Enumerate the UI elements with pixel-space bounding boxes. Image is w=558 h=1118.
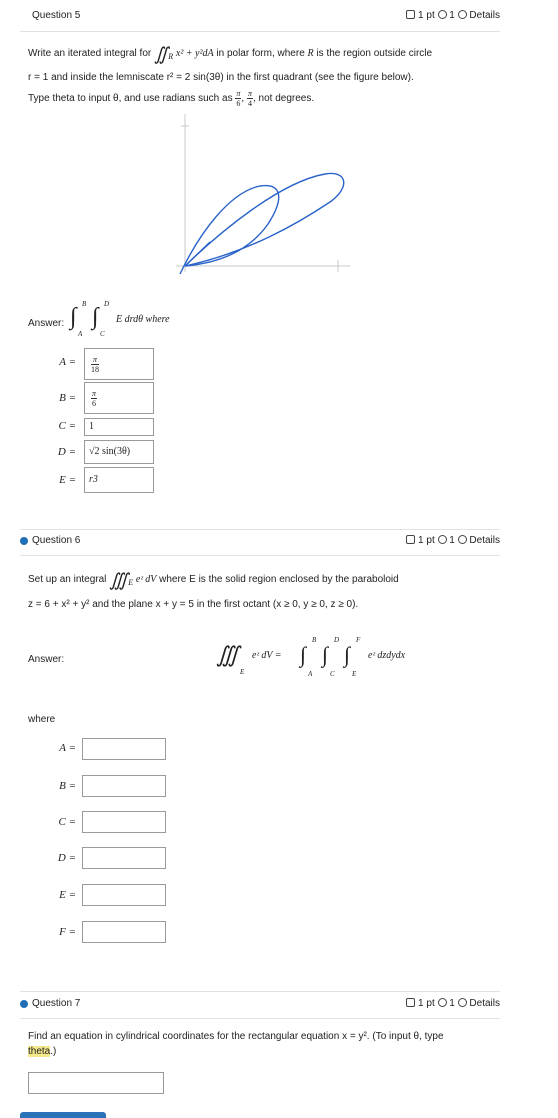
region-symbol: R xyxy=(307,48,314,59)
limit-A: A xyxy=(308,670,313,678)
triple-integral-sign: ∭ xyxy=(109,570,129,590)
q5-prompt-line2: r = 1 and inside the lemniscate r² = 2 sin(3θ) in the first quadrant (see the figure below). xyxy=(28,72,414,83)
value-B: $\frac{\pi}{6}$ xyxy=(92,389,97,408)
integrand: x² + y²dA xyxy=(175,48,214,59)
where-label: where xyxy=(28,714,56,725)
retries-count: 1 xyxy=(449,535,455,546)
value-E: r3 xyxy=(89,474,98,485)
checkbox-icon xyxy=(406,535,415,544)
integral-sign-1: ∫ xyxy=(300,642,307,667)
info-icon[interactable] xyxy=(458,535,467,544)
question-title: Question 5 xyxy=(32,10,81,21)
question-title: Question 6 xyxy=(32,535,81,546)
info-icon[interactable] xyxy=(458,10,467,19)
q7-answer-field[interactable] xyxy=(28,1072,164,1094)
limit-C: C xyxy=(100,330,105,338)
field-label-B: B = xyxy=(59,780,76,792)
divider xyxy=(20,529,500,530)
question-6-header xyxy=(20,533,500,549)
prompt-text: where E is the solid region enclosed by the paraboloid xyxy=(159,574,399,585)
q5-prompt-line1 xyxy=(28,46,432,65)
limit-D: D xyxy=(334,636,340,644)
retries-count: 1 xyxy=(449,10,455,21)
integral-sign-inner: ∫ xyxy=(92,304,99,330)
answer-field-C[interactable] xyxy=(84,418,154,436)
triple-integral-sign: ∭ xyxy=(216,642,240,667)
q5-prompt-line3: Type theta to input θ, and use radians such as $\frac{\pi}{6}$ , $\frac{\pi}{4}$ , not degrees. xyxy=(28,89,315,108)
equation-right: eᶻ dzdydx xyxy=(368,650,406,661)
details-link[interactable]: Details xyxy=(469,10,500,21)
limit-A: A xyxy=(78,330,83,338)
value-C: 1 xyxy=(89,421,94,432)
details-link[interactable]: Details xyxy=(469,535,500,546)
answer-label: Answer: xyxy=(28,318,65,329)
prompt-text: .) xyxy=(50,1046,57,1057)
submit-button[interactable] xyxy=(20,1112,106,1118)
limit-E: E xyxy=(352,670,357,678)
q6-equation xyxy=(216,636,516,680)
integral-sign-2: ∫ xyxy=(322,642,329,667)
prompt-text: is the region outside circle xyxy=(316,48,433,59)
field-label-A: A = xyxy=(59,742,76,754)
retry-icon xyxy=(438,10,447,19)
field-label-E: E = xyxy=(59,889,76,901)
lemniscate-figure xyxy=(170,112,360,278)
region-subscript: E xyxy=(240,668,245,676)
field-label-D: D = xyxy=(57,446,76,458)
integral-sign-3: ∫ xyxy=(344,642,351,667)
question-meta xyxy=(406,10,500,21)
region-subscript: E xyxy=(128,578,134,587)
field-label-C: C = xyxy=(58,420,76,432)
answer-field-E[interactable] xyxy=(84,467,154,493)
checkbox-icon xyxy=(406,10,415,19)
field-label-D: D = xyxy=(57,852,76,864)
q7-prompt-line1: Find an equation in cylindrical coordinates for the rectangular equation x = y². (To input θ, type xyxy=(28,1031,444,1042)
limit-B: B xyxy=(312,636,317,644)
answer-field-A[interactable] xyxy=(84,348,154,380)
answer-field-E[interactable] xyxy=(82,884,166,906)
details-link[interactable]: Details xyxy=(469,998,500,1009)
answer-field-D[interactable] xyxy=(84,440,154,464)
question-5-header xyxy=(20,8,500,24)
divider xyxy=(20,991,500,992)
circle-curve xyxy=(180,186,279,274)
answer-field-D[interactable] xyxy=(82,847,166,869)
answer-field-B[interactable] xyxy=(82,775,166,797)
equation-left: eᶻ dV = xyxy=(252,650,282,661)
field-label-B: B = xyxy=(59,392,76,404)
divider xyxy=(20,1018,500,1019)
double-integral-sign: ∬ xyxy=(154,44,169,64)
prompt-text: , not degrees. xyxy=(252,93,315,105)
field-label-C: C = xyxy=(58,816,76,828)
answer-field-B[interactable] xyxy=(84,382,154,414)
highlighted-term: theta xyxy=(28,1046,51,1057)
value-A: $\frac{\pi}{18}$ xyxy=(91,355,99,374)
limit-B: B xyxy=(82,300,87,308)
info-icon[interactable] xyxy=(458,998,467,1007)
checkbox-icon xyxy=(406,998,415,1007)
status-dot xyxy=(20,1000,28,1008)
value-D: √2 sin(3θ) xyxy=(89,446,131,457)
limit-C: C xyxy=(330,670,335,678)
question-meta xyxy=(406,998,500,1009)
limit-D: D xyxy=(104,300,110,308)
divider xyxy=(20,31,500,32)
question-meta xyxy=(406,535,500,546)
prompt-text: in polar form, where xyxy=(216,48,305,59)
prompt-text: Set up an integral xyxy=(28,574,107,585)
points-label: 1 pt xyxy=(418,10,435,21)
fraction-pi-4: $\frac{\pi}{4}$ xyxy=(247,89,252,108)
q7-prompt-line2 xyxy=(28,1044,56,1060)
points-label: 1 pt xyxy=(418,535,435,546)
answer-integral xyxy=(70,300,220,340)
retries-count: 1 xyxy=(449,998,455,1009)
retry-icon xyxy=(438,998,447,1007)
divider xyxy=(20,555,500,556)
answer-field-C[interactable] xyxy=(82,811,166,833)
answer-field-F[interactable] xyxy=(82,921,166,943)
answer-field-A[interactable] xyxy=(82,738,166,760)
points-label: 1 pt xyxy=(418,998,435,1009)
field-label-A: A = xyxy=(59,356,76,368)
limit-F: F xyxy=(356,636,361,644)
field-label-F: F = xyxy=(59,926,76,938)
field-label-E: E = xyxy=(59,474,76,486)
integrand: eᶻ dV xyxy=(135,574,157,585)
region-subscript: R xyxy=(168,52,174,61)
answer-integrand: E drdθ where xyxy=(116,314,170,325)
q6-prompt-line2: z = 6 + x² + y² and the plane x + y = 5 in the first octant (x ≥ 0, y ≥ 0, z ≥ 0). xyxy=(28,599,359,610)
retry-icon xyxy=(438,535,447,544)
answer-label: Answer: xyxy=(28,654,65,665)
integral-sign-outer: ∫ xyxy=(70,304,77,330)
lemniscate-petal xyxy=(185,173,344,266)
prompt-text: Type theta to input θ, and use radians such as xyxy=(28,93,233,105)
fraction-pi-6: $\frac{\pi}{6}$ xyxy=(236,89,241,108)
prompt-text: Write an iterated integral for xyxy=(28,48,152,59)
question-title: Question 7 xyxy=(32,998,81,1009)
question-7-header xyxy=(20,996,500,1012)
status-dot xyxy=(20,537,28,545)
q6-prompt-line1 xyxy=(28,572,399,591)
